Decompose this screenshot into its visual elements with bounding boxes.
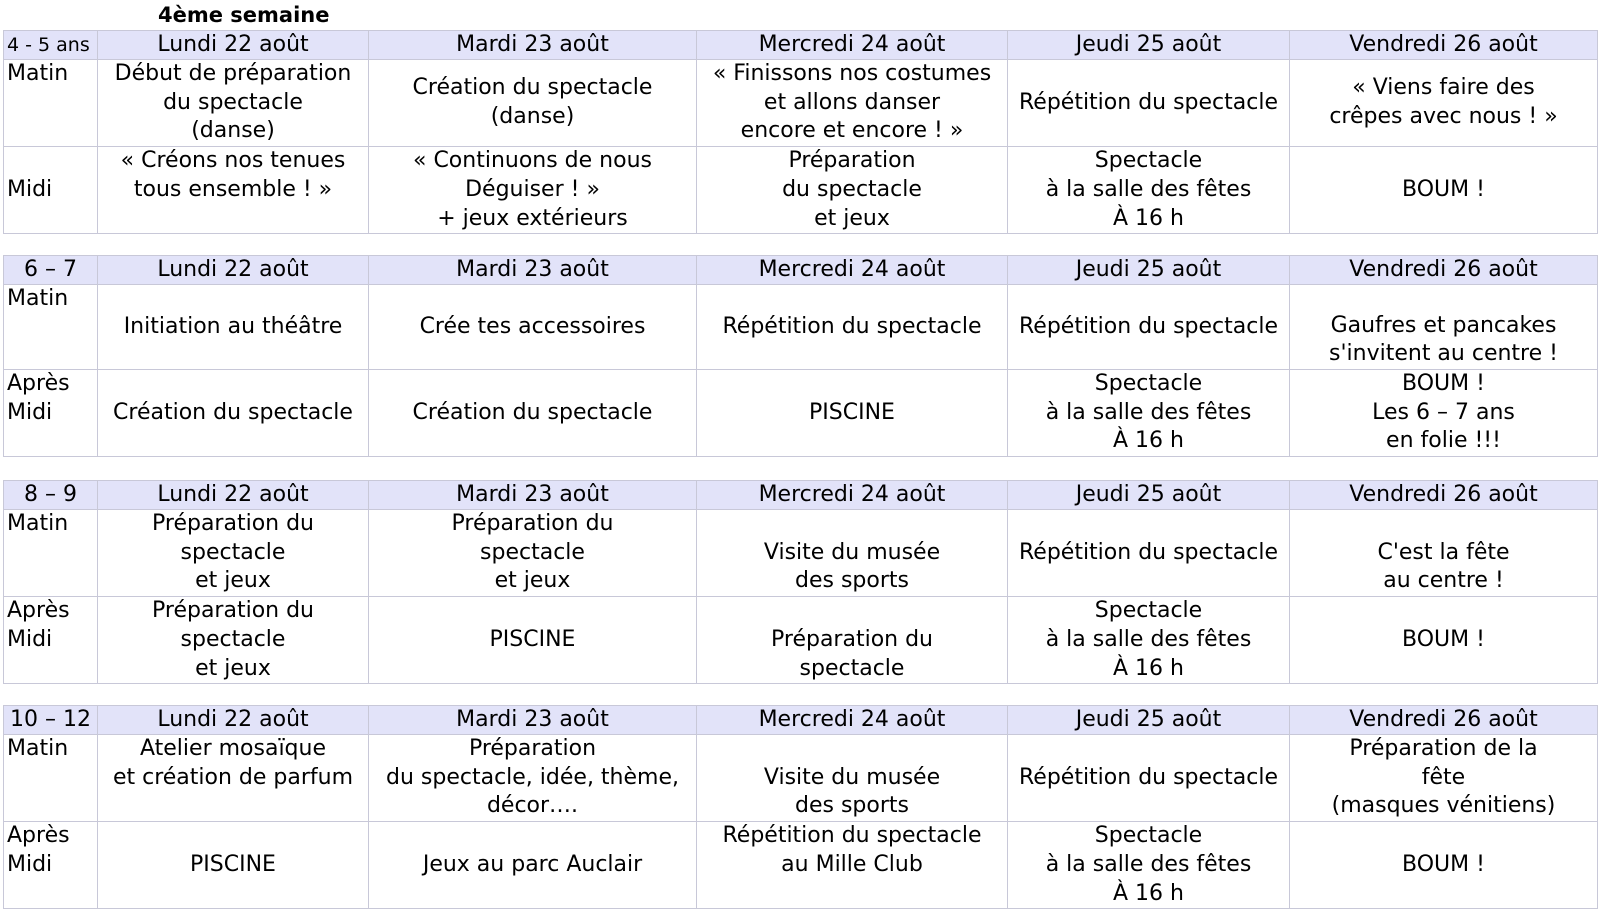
activity-cell: BOUM !	[1290, 147, 1598, 234]
day-header: Mardi 23 août	[369, 31, 697, 60]
activity-cell: Répétition du spectacle au Mille Club	[697, 822, 1008, 909]
activity-cell: « Finissons nos costumes et allons danser encore et encore ! »	[697, 60, 1008, 147]
day-header: Lundi 22 août	[98, 706, 369, 735]
day-header: Mardi 23 août	[369, 256, 697, 285]
day-header: Lundi 22 août	[98, 256, 369, 285]
activity-cell: C'est la fête au centre !	[1290, 510, 1598, 597]
time-slot-label: Après Midi	[4, 597, 98, 684]
schedule-table-6-7	[3, 255, 1598, 457]
table-row	[4, 735, 1598, 822]
activity-cell: Préparation du spectacle et jeux	[98, 510, 369, 597]
table-row	[4, 60, 1598, 147]
table-row	[4, 370, 1598, 457]
day-header: Mercredi 24 août	[697, 481, 1008, 510]
activity-cell: Jeux au parc Auclair	[369, 822, 697, 909]
activity-cell: Répétition du spectacle	[1008, 735, 1290, 822]
activity-cell: Atelier mosaïque et création de parfum	[98, 735, 369, 822]
table-header-row	[4, 256, 1598, 285]
activity-cell: Crée tes accessoires	[369, 285, 697, 370]
day-header: Jeudi 25 août	[1008, 256, 1290, 285]
day-header: Mercredi 24 août	[697, 706, 1008, 735]
activity-cell: BOUM !	[1290, 822, 1598, 909]
activity-cell: Visite du musée des sports	[697, 735, 1008, 822]
activity-cell: PISCINE	[369, 597, 697, 684]
day-header: Mardi 23 août	[369, 706, 697, 735]
age-group-label: 6 – 7	[4, 256, 98, 285]
page-title: 4ème semaine	[158, 3, 330, 27]
activity-cell: « Viens faire des crêpes avec nous ! »	[1290, 60, 1598, 147]
table-row	[4, 822, 1598, 909]
table-header-row	[4, 31, 1598, 60]
activity-cell: Répétition du spectacle	[1008, 285, 1290, 370]
day-header: Vendredi 26 août	[1290, 256, 1598, 285]
schedule-table-4-5	[3, 30, 1598, 234]
day-header: Jeudi 25 août	[1008, 31, 1290, 60]
day-header: Jeudi 25 août	[1008, 706, 1290, 735]
activity-cell: Initiation au théâtre	[98, 285, 369, 370]
schedule-table-10-12	[3, 705, 1598, 909]
activity-cell: Spectacle à la salle des fêtes À 16 h	[1008, 597, 1290, 684]
table-row	[4, 597, 1598, 684]
day-header: Mercredi 24 août	[697, 31, 1008, 60]
activity-cell: Répétition du spectacle	[697, 285, 1008, 370]
time-slot-label: Après Midi	[4, 370, 98, 457]
activity-cell: « Continuons de nous Déguiser ! » + jeux extérieurs	[369, 147, 697, 234]
activity-cell: Visite du musée des sports	[697, 510, 1008, 597]
time-slot-label: Midi	[4, 147, 98, 234]
activity-cell: Spectacle à la salle des fêtes À 16 h	[1008, 147, 1290, 234]
activity-cell: Spectacle à la salle des fêtes À 16 h	[1008, 370, 1290, 457]
table-row	[4, 285, 1598, 370]
activity-cell: BOUM !	[1290, 597, 1598, 684]
activity-cell: Répétition du spectacle	[1008, 510, 1290, 597]
activity-cell: Préparation de la fête (masques vénitiens)	[1290, 735, 1598, 822]
table-header-row	[4, 481, 1598, 510]
day-header: Vendredi 26 août	[1290, 31, 1598, 60]
day-header: Lundi 22 août	[98, 31, 369, 60]
schedule-table-8-9	[3, 480, 1598, 684]
day-header: Vendredi 26 août	[1290, 706, 1598, 735]
table-row	[4, 147, 1598, 234]
age-group-label: 10 – 12	[4, 706, 98, 735]
activity-cell: BOUM ! Les 6 – 7 ans en folie !!!	[1290, 370, 1598, 457]
activity-cell: Création du spectacle	[369, 370, 697, 457]
time-slot-label: Matin	[4, 735, 98, 822]
time-slot-label: Matin	[4, 510, 98, 597]
activity-cell: Répétition du spectacle	[1008, 60, 1290, 147]
age-group-label: 8 – 9	[4, 481, 98, 510]
activity-cell: Début de préparation du spectacle (danse)	[98, 60, 369, 147]
activity-cell: Création du spectacle	[98, 370, 369, 457]
day-header: Mercredi 24 août	[697, 256, 1008, 285]
activity-cell: PISCINE	[98, 822, 369, 909]
activity-cell: Spectacle à la salle des fêtes À 16 h	[1008, 822, 1290, 909]
day-header: Lundi 22 août	[98, 481, 369, 510]
time-slot-label: Matin	[4, 60, 98, 147]
day-header: Jeudi 25 août	[1008, 481, 1290, 510]
table-header-row	[4, 706, 1598, 735]
table-row	[4, 510, 1598, 597]
day-header: Vendredi 26 août	[1290, 481, 1598, 510]
activity-cell: Gaufres et pancakes s'invitent au centre !	[1290, 285, 1598, 370]
activity-cell: Préparation du spectacle, idée, thème, décor….	[369, 735, 697, 822]
activity-cell: Préparation du spectacle et jeux	[697, 147, 1008, 234]
activity-cell: Préparation du spectacle	[697, 597, 1008, 684]
activity-cell: PISCINE	[697, 370, 1008, 457]
time-slot-label: Matin	[4, 285, 98, 370]
age-group-label: 4 - 5 ans	[4, 31, 98, 60]
activity-cell: Création du spectacle (danse)	[369, 60, 697, 147]
activity-cell: « Créons nos tenues tous ensemble ! »	[98, 147, 369, 234]
activity-cell: Préparation du spectacle et jeux	[98, 597, 369, 684]
day-header: Mardi 23 août	[369, 481, 697, 510]
activity-cell: Préparation du spectacle et jeux	[369, 510, 697, 597]
time-slot-label: Après Midi	[4, 822, 98, 909]
